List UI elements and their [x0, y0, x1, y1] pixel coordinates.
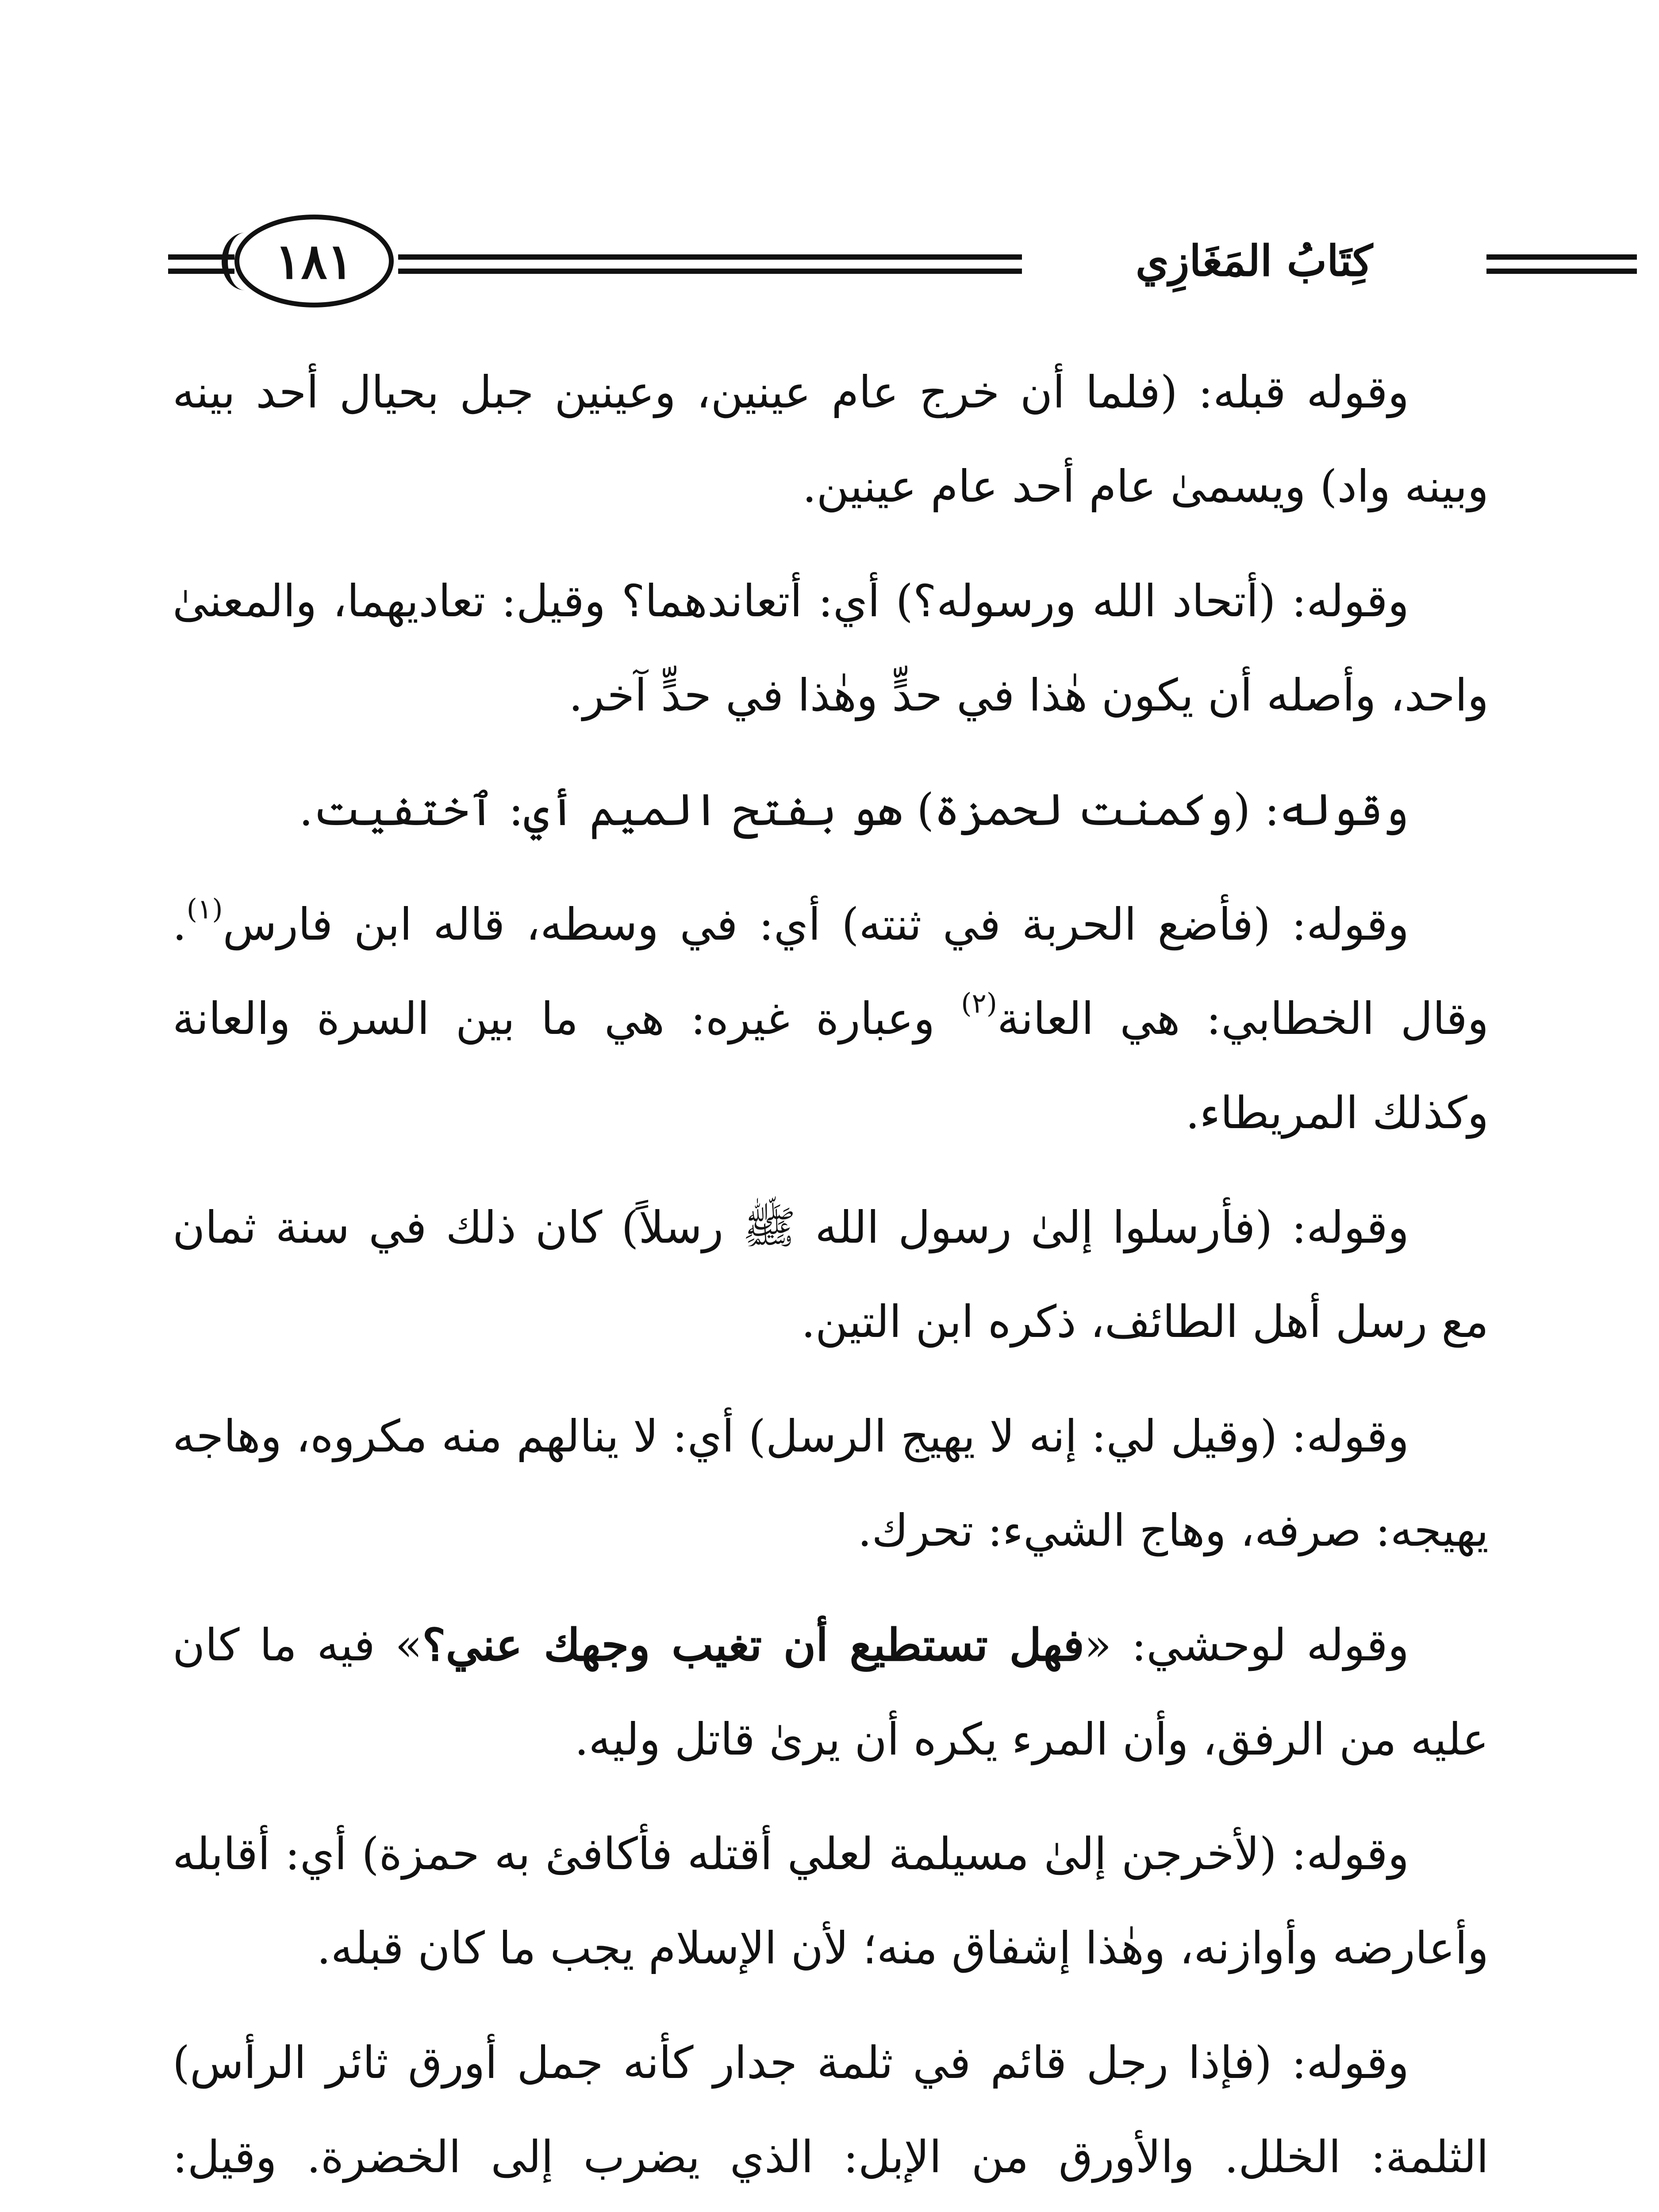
- paragraph-text: وقوله: (فأضع الحربة في ثنته) أي: في وسطه، قاله ابن فارس: [223, 899, 1409, 950]
- header-rule-left: [168, 254, 234, 274]
- paragraph-text: وعبارة غيره: هي ما بين السرة والعانة وكذلك المريطاء.: [173, 993, 1489, 1139]
- header-rule-right: [1486, 254, 1637, 274]
- page-number-badge: [234, 215, 394, 307]
- paragraph: وقوله: (فأرسلوا إلىٰ رسول الله ﷺ رسلاً) كان ذلك في سنة ثمان مع رسل أهل الطائف، ذكره ابن التين.: [173, 1202, 1489, 1348]
- main-text: [173, 345, 1489, 2212]
- footnote-ref[interactable]: (١): [186, 893, 223, 925]
- paragraph: وقوله قبله: (فلما أن خرج عام عينين، وعينين جبل بحيال أحد بينه وبينه واد) ويسمىٰ عام أحد عام عينين.: [173, 366, 1489, 512]
- running-header: [168, 208, 1491, 314]
- footnote-ref[interactable]: (٢): [961, 987, 997, 1019]
- paragraph: [173, 877, 1489, 1160]
- hadith-quote: فهل تستطيع أن تغيب وجهك عني؟: [422, 1619, 1085, 1671]
- paragraph: وقوله: (وقيل لي: إنه لا يهيج الرسل) أي: لا ينالهم منه مكروه، وهاجه يهيجه: صرفه، وهاج الشيء: تحرك.: [173, 1410, 1489, 1556]
- header-rule-main: [398, 254, 1022, 274]
- paragraph: وقوله: (وكمنت لحمزة) هو بفتح الميم أي: ٱختفيت.: [299, 784, 1409, 836]
- book-title: كِتَابُ المَغَازِي: [1135, 236, 1373, 286]
- page-number: ١٨١: [275, 232, 353, 290]
- paragraph: وقوله: (لأخرجن إلىٰ مسيلمة لعلي أقتله فأكافئ به حمزة) أي: أقابله وأعارضه وأوازنه، وهٰذا إشفاق منه؛ لأن الإسلام يجب ما كان قبله.: [173, 1828, 1489, 1974]
- paragraph-text: . وقال الخطابي: هي العانة: [173, 899, 1489, 1045]
- paragraph: [173, 1598, 1489, 1786]
- paragraph: وقوله: (فإذا رجل قائم في ثلمة جدار كأنه جمل أورق ثائر الرأس) الثلمة: الخلل. والأورق من الإبل: الذي يضرب إلى الخضرة. وقيل:: [173, 2037, 1489, 2183]
- paragraph-text: وقوله لوحشي: «: [1084, 1619, 1409, 1671]
- paragraph: وقوله: (أتحاد الله ورسوله؟) أي: أتعاندهما؟ وقيل: تعاديهما، والمعنىٰ واحد، وأصله أن يكون هٰذا في حدٍّ وهٰذا في حدٍّ آخر.: [173, 575, 1489, 721]
- paragraph-text: » فيه ما كان عليه من الرفق، وأن المرء يكره أن يرىٰ قاتل وليه.: [173, 1619, 1489, 1765]
